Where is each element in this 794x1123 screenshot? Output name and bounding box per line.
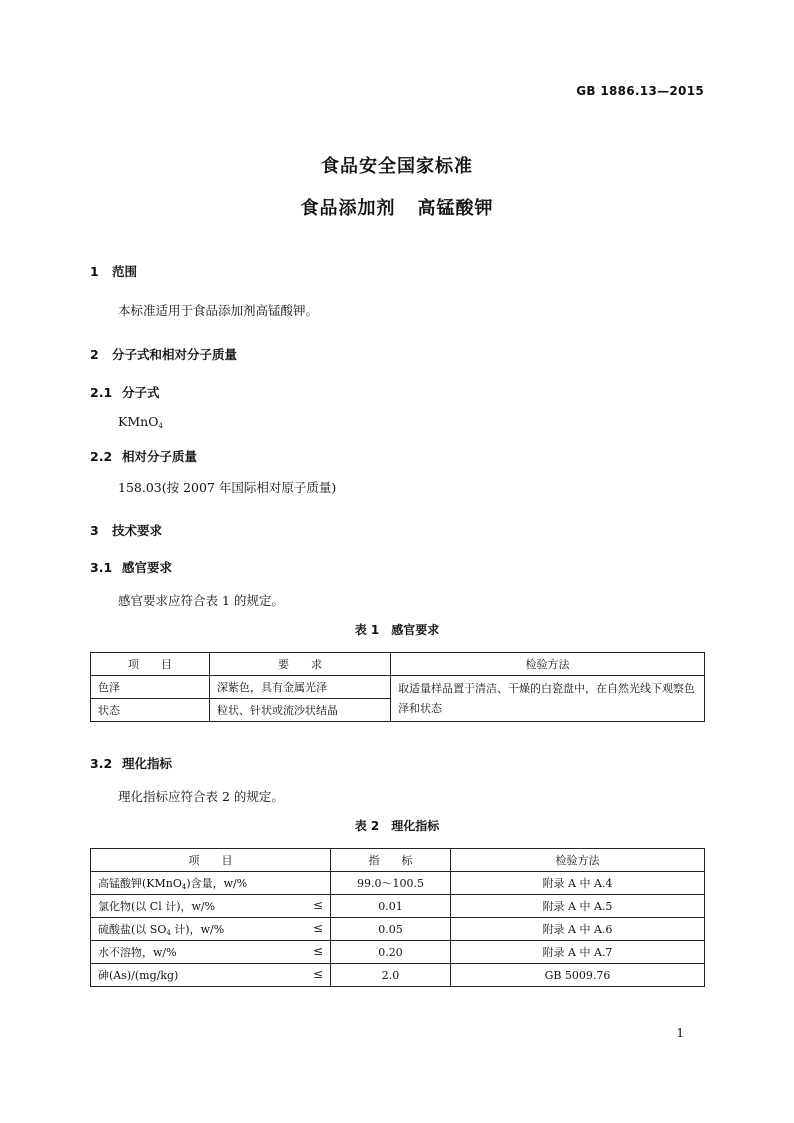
less-equal-symbol: ≤ — [312, 898, 323, 912]
table-cell: 色泽 — [91, 676, 210, 699]
section-1-text: 本标准适用于食品添加剂高锰酸钾。 — [118, 303, 319, 318]
table-cell: 高锰酸钾(KMnO$_4$)含量，w/% — [91, 872, 331, 895]
subtitle-part2: 高锰酸钾 — [417, 198, 494, 219]
table-cell: 硫酸盐(以 $SO_4$ 计)，w/% ≤ — [91, 918, 331, 941]
less-equal-symbol: ≤ — [312, 944, 323, 958]
table-cell: 0.05 — [331, 918, 451, 941]
table-cell: 99.0～100.5 — [331, 872, 451, 895]
table-header: 检验方法 — [391, 653, 705, 676]
table-header: 项 目 — [91, 653, 210, 676]
physicochemical-indicators-table — [90, 848, 705, 987]
table-cell: 取适量样品置于清洁、干燥的白瓷盘中，在自然光线下观察色泽和状态 — [391, 676, 705, 722]
table-row — [91, 964, 705, 987]
sensory-requirements-table — [90, 652, 705, 722]
section-3-2-heading: 3.2 理化指标 — [90, 756, 173, 771]
table-cell: 附录 A 中 A.4 — [451, 872, 705, 895]
table-cell: 0.20 — [331, 941, 451, 964]
table-cell: 0.01 — [331, 895, 451, 918]
table-cell: 附录 A 中 A.5 — [451, 895, 705, 918]
section-2-heading: 2 分子式和相对分子质量 — [90, 347, 238, 362]
document-subtitle — [0, 194, 794, 220]
molecular-mass: 158.03(按 2007 年国际相对原子质量) — [118, 480, 337, 495]
table-cell: 水不溶物，w/% ≤ — [91, 941, 331, 964]
molecular-formula: KMnO$_4$ — [118, 414, 163, 430]
table-header: 项 目 — [91, 849, 331, 872]
subtitle-part1: 食品添加剂 — [300, 198, 396, 219]
table-cell: 粒状、针状或流沙状结晶 — [210, 699, 391, 722]
table-cell: 附录 A 中 A.6 — [451, 918, 705, 941]
page-number: 1 — [676, 1026, 684, 1040]
less-equal-symbol: ≤ — [312, 967, 323, 981]
section-2-2-heading: 2.2 相对分子质量 — [90, 449, 198, 464]
section-1-heading: 1 范围 — [90, 264, 138, 279]
table-cell: 砷(As)/(mg/kg) ≤ — [91, 964, 331, 987]
table-row — [91, 676, 705, 699]
table-1-caption: 表 1 感官要求 — [354, 623, 440, 637]
table-cell: 状态 — [91, 699, 210, 722]
table-header: 要 求 — [210, 653, 391, 676]
table-cell: 附录 A 中 A.7 — [451, 941, 705, 964]
table-cell: 深紫色，具有金属光泽 — [210, 676, 391, 699]
standard-number: GB 1886.13—2015 — [576, 84, 704, 98]
table-2-caption: 表 2 理化指标 — [354, 819, 440, 833]
section-3-1-heading: 3.1 感官要求 — [90, 560, 173, 575]
table-cell: 2.0 — [331, 964, 451, 987]
table-header: 指 标 — [331, 849, 451, 872]
section-2-1-heading: 2.1 分子式 — [90, 385, 160, 400]
table-row — [91, 941, 705, 964]
table-header: 检验方法 — [451, 849, 705, 872]
less-equal-symbol: ≤ — [312, 921, 323, 935]
document-title: 食品安全国家标准 — [321, 156, 473, 177]
section-3-1-text: 感官要求应符合表 1 的规定。 — [118, 593, 284, 608]
section-3-2-text: 理化指标应符合表 2 的规定。 — [118, 789, 284, 804]
section-3-heading: 3 技术要求 — [90, 523, 163, 538]
table-cell: 氯化物(以 Cl 计)，w/% ≤ — [91, 895, 331, 918]
table-row — [91, 918, 705, 941]
table-row — [91, 872, 705, 895]
table-row — [91, 895, 705, 918]
table-cell: GB 5009.76 — [451, 964, 705, 987]
